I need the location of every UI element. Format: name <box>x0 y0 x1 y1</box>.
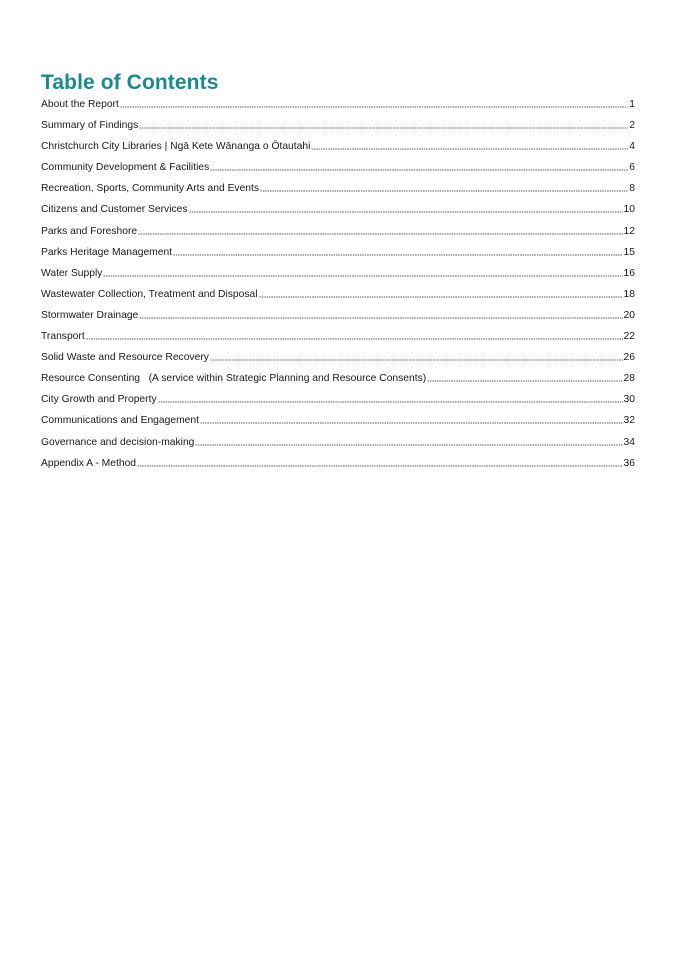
dot-leader <box>138 224 622 235</box>
toc-entry-page-number[interactable]: 4 <box>629 141 635 153</box>
toc-entry-label[interactable]: Stormwater Drainage <box>41 309 139 321</box>
toc-entry-label[interactable]: Appendix A - Method <box>41 457 137 469</box>
toc-entry[interactable] <box>41 307 635 328</box>
toc-entry[interactable] <box>41 349 635 370</box>
toc-entry-label[interactable]: Water Supply <box>41 267 103 279</box>
toc-entry-page-number[interactable]: 15 <box>623 246 635 258</box>
toc-entry-page-number[interactable]: 22 <box>623 331 635 343</box>
toc-entry-page-number[interactable]: 36 <box>623 457 635 469</box>
dot-leader <box>139 118 628 129</box>
dot-leader <box>210 350 623 361</box>
toc-list <box>41 96 635 476</box>
toc-entry-page-number[interactable]: 1 <box>629 99 635 110</box>
toc-entry[interactable] <box>41 180 635 201</box>
toc-entry[interactable] <box>41 455 635 476</box>
dot-leader <box>158 392 623 403</box>
toc-entry-page-number[interactable]: 12 <box>623 225 635 237</box>
toc-entry[interactable] <box>41 434 635 455</box>
dot-leader <box>200 413 623 424</box>
toc-entry-label[interactable]: Wastewater Collection, Treatment and Disposal <box>41 288 258 300</box>
toc-entry-label[interactable]: About the Report <box>41 99 119 110</box>
toc-entry-label[interactable]: Summary of Findings <box>41 120 139 132</box>
dot-leader <box>427 371 622 382</box>
toc-entry-label[interactable]: Communications and Engagement <box>41 415 199 427</box>
toc-entry-page-number[interactable]: 32 <box>623 415 635 427</box>
dot-leader <box>120 97 628 108</box>
dot-leader <box>137 456 623 467</box>
toc-entry[interactable] <box>41 286 635 307</box>
toc-entry-page-number[interactable]: 18 <box>623 288 635 300</box>
toc-entry-page-number[interactable]: 26 <box>623 352 635 364</box>
toc-entry-page-number[interactable]: 30 <box>623 394 635 406</box>
toc-entry-label[interactable]: Transport <box>41 331 85 343</box>
toc-entry[interactable] <box>41 244 635 265</box>
toc-entry-page-number[interactable]: 16 <box>623 267 635 279</box>
page-title: Table of Contents <box>41 71 219 94</box>
dot-leader <box>260 181 628 192</box>
toc-entry-label[interactable]: Governance and decision-making <box>41 436 195 448</box>
dot-leader <box>103 266 622 277</box>
toc-entry-page-number[interactable]: 34 <box>623 436 635 448</box>
toc-entry[interactable] <box>41 265 635 286</box>
toc-entry[interactable] <box>41 223 635 244</box>
toc-entry[interactable] <box>41 370 635 391</box>
toc-entry-page-number[interactable]: 8 <box>629 183 635 195</box>
dot-leader <box>311 139 628 150</box>
toc-entry[interactable] <box>41 412 635 433</box>
toc-entry[interactable] <box>41 138 635 159</box>
dot-leader <box>86 329 623 340</box>
dot-leader <box>189 202 623 213</box>
toc-entry-page-number[interactable]: 2 <box>629 120 635 132</box>
toc-entry-page-number[interactable]: 6 <box>629 162 635 174</box>
dot-leader <box>259 287 623 298</box>
toc-entry[interactable] <box>41 328 635 349</box>
toc-entry-page-number[interactable]: 28 <box>623 373 635 385</box>
toc-entry-label[interactable]: Christchurch City Libraries | Ngā Kete Wānanga o Ōtautahi <box>41 141 311 153</box>
toc-entry-label[interactable]: Recreation, Sports, Community Arts and Events <box>41 183 260 195</box>
toc-entry-page-number[interactable]: 20 <box>623 309 635 321</box>
dot-leader <box>210 160 628 171</box>
dot-leader <box>195 435 622 446</box>
toc-entry-label[interactable]: Solid Waste and Resource Recovery <box>41 352 209 364</box>
toc-entry-page-number[interactable]: 10 <box>623 204 635 216</box>
toc-entry[interactable] <box>41 391 635 412</box>
toc-entry[interactable] <box>41 96 635 117</box>
toc-entry-label[interactable]: Citizens and Customer Services <box>41 204 188 216</box>
toc-entry[interactable] <box>41 159 635 180</box>
toc-entry-label[interactable]: Resource Consenting (A service within Strategic Planning and Resource Consents) <box>41 373 427 385</box>
toc-entry-label[interactable]: Community Development & Facilities <box>41 162 210 174</box>
dot-leader <box>173 245 622 256</box>
toc-entry-label[interactable]: Parks and Foreshore <box>41 225 138 237</box>
toc-entry[interactable] <box>41 201 635 222</box>
toc-entry-label[interactable]: Parks Heritage Management <box>41 246 173 258</box>
toc-entry-label[interactable]: City Growth and Property <box>41 394 157 406</box>
dot-leader <box>139 308 622 319</box>
toc-entry[interactable] <box>41 117 635 138</box>
